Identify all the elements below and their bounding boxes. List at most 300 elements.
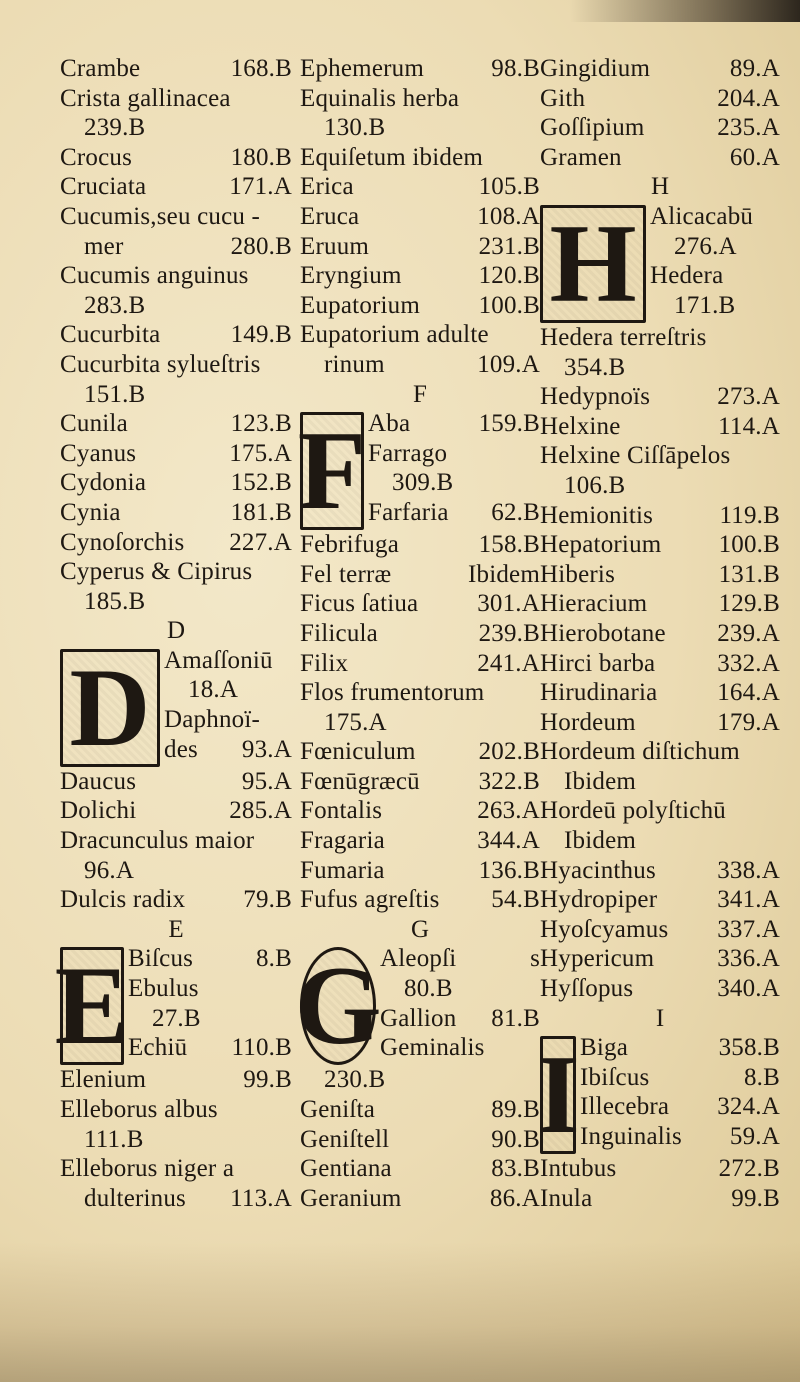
- entry-page-ref: 62.B: [491, 498, 540, 526]
- entry-term: Biga: [580, 1034, 629, 1062]
- entry-page-ref: 280.B: [230, 232, 292, 260]
- index-entry: [380, 1004, 540, 1034]
- entry-term: 354.B: [564, 353, 626, 381]
- index-entry: [368, 468, 540, 498]
- entry-term: Daucus: [60, 767, 137, 795]
- entry-page-ref: 8.B: [255, 945, 292, 973]
- entry-term: Hedera terreſtris: [540, 323, 707, 351]
- entry-term: Gramen: [540, 143, 622, 171]
- entry-list: [128, 944, 292, 1062]
- index-entry: [300, 678, 540, 708]
- entry-term: Erica: [300, 173, 354, 201]
- index-entry: [128, 1033, 292, 1063]
- entry-term: rinum: [324, 350, 385, 378]
- index-entry: [368, 409, 540, 439]
- entry-term: Ficus ſatiua: [300, 590, 419, 618]
- index-entry: [128, 974, 292, 1004]
- entry-term: Hedypnoïs: [540, 383, 651, 411]
- entry-term: Cydonia: [60, 469, 147, 497]
- section-heading-e: E: [168, 915, 184, 943]
- index-entry: [580, 1122, 780, 1152]
- index-entry: [60, 439, 292, 469]
- index-entry: [60, 1065, 292, 1095]
- entry-page-ref: 89.A: [729, 55, 780, 82]
- index-entry: [540, 471, 780, 501]
- entry-page-ref: 272.B: [718, 1155, 780, 1183]
- entry-term: 96.A: [84, 856, 135, 884]
- entry-term: Filix: [300, 649, 349, 677]
- index-entry: [540, 915, 780, 945]
- entry-term: Gentiana: [300, 1155, 392, 1183]
- section-heading-f: F: [413, 380, 427, 408]
- entry-term: Echiū: [128, 1034, 188, 1062]
- torn-edge-top: [570, 0, 800, 22]
- index-entry: [300, 202, 540, 232]
- section-heading-h: H: [650, 173, 670, 201]
- index-entry: [300, 649, 540, 679]
- index-entry: [164, 646, 292, 676]
- entry-page-ref: 123.B: [230, 410, 292, 438]
- entry-term: Daphnoï-: [164, 706, 261, 734]
- entry-page-ref: s: [530, 945, 540, 973]
- index-entry: [540, 353, 780, 383]
- index-entry: [540, 885, 780, 915]
- index-entry: [540, 1154, 780, 1184]
- entry-page-ref: 231.B: [478, 232, 540, 260]
- entry-term: Equinalis herba: [300, 84, 460, 112]
- entry-list: [540, 54, 780, 172]
- index-entry: [300, 796, 540, 826]
- entry-term: 230.B: [324, 1066, 386, 1094]
- entry-page-ref: 113.A: [230, 1184, 292, 1212]
- entry-list: [60, 54, 292, 616]
- index-entry: [540, 412, 780, 442]
- entry-term: dulterinus: [84, 1184, 186, 1212]
- index-entry: [300, 143, 540, 173]
- entry-page-ref: 95.A: [241, 767, 292, 795]
- index-entry: [60, 885, 292, 915]
- entry-term: 151.B: [84, 380, 146, 408]
- initial-block-e: [54, 944, 292, 1069]
- entry-page-ref: 273.A: [717, 383, 780, 411]
- entry-page-ref: 109.A: [477, 350, 540, 378]
- entry-page-ref: 90.B: [491, 1125, 540, 1153]
- index-entry: [300, 232, 540, 262]
- index-entry: [540, 589, 780, 619]
- index-entry: [60, 54, 292, 84]
- index-entry: [60, 261, 292, 291]
- entry-list: [650, 202, 780, 320]
- entry-term: Geniſta: [300, 1096, 375, 1124]
- index-entry: [300, 54, 540, 84]
- entry-term: Hyacinthus: [540, 856, 656, 884]
- index-entry: [650, 291, 780, 321]
- index-entry: [60, 113, 292, 143]
- index-entry: [300, 291, 540, 321]
- index-entry: [300, 560, 540, 590]
- entry-list: [300, 1065, 540, 1213]
- entry-term: Hemionitis: [540, 501, 654, 529]
- index-entry: [300, 1065, 540, 1095]
- entry-term: Cucumis,seu cucu -: [60, 202, 261, 230]
- index-entry: [540, 796, 780, 826]
- entry-page-ref: 105.B: [478, 173, 540, 201]
- entry-term: Elleborus albus: [60, 1096, 218, 1124]
- entry-page-ref: 110.B: [231, 1034, 292, 1062]
- index-entry: [540, 649, 780, 679]
- entry-page-ref: 239.A: [717, 619, 780, 647]
- entry-page-ref: 336.A: [717, 945, 780, 973]
- entry-page-ref: 159.B: [478, 410, 540, 438]
- entry-term: Ebulus: [128, 975, 199, 1003]
- index-entry: [540, 767, 780, 797]
- index-entry: [540, 974, 780, 1004]
- entry-page-ref: 179.A: [717, 708, 780, 736]
- entry-term: Hepatorium: [540, 531, 662, 559]
- entry-page-ref: 83.B: [491, 1155, 540, 1183]
- entry-term: Cucurbita: [60, 321, 161, 349]
- entry-page-ref: 119.B: [719, 501, 780, 529]
- index-entry: [300, 113, 540, 143]
- index-entry: [300, 172, 540, 202]
- index-entry: [60, 202, 292, 232]
- index-entry: [164, 705, 292, 735]
- entry-term: Fufus agreſtis: [300, 886, 440, 914]
- entry-term: Illecebra: [580, 1093, 670, 1121]
- index-entry: [540, 323, 780, 353]
- index-entry: [128, 1004, 292, 1034]
- entry-term: Equiſetum ibidem: [300, 143, 484, 171]
- entry-page-ref: 204.A: [717, 84, 780, 112]
- index-entry: [580, 1033, 780, 1063]
- entry-page-ref: 239.B: [478, 619, 540, 647]
- index-entry: [60, 143, 292, 173]
- index-entry: [300, 350, 540, 380]
- index-entry: [540, 84, 780, 114]
- entry-term: 18.A: [188, 676, 239, 704]
- index-entry: [368, 439, 540, 469]
- index-entry: [540, 737, 780, 767]
- entry-page-ref: 341.A: [717, 886, 780, 914]
- entry-page-ref: 99.B: [243, 1066, 292, 1094]
- entry-list: [580, 1033, 780, 1151]
- entry-term: Dracunculus maior: [60, 827, 255, 855]
- index-entry: [164, 675, 292, 705]
- entry-list: [300, 54, 540, 380]
- entry-page-ref: 136.B: [478, 856, 540, 884]
- index-entry: [300, 1125, 540, 1155]
- index-entry: [60, 409, 292, 439]
- index-entry: [300, 737, 540, 767]
- index-entry: [650, 261, 780, 291]
- entry-list: [300, 530, 540, 915]
- index-entry: [540, 143, 780, 173]
- entry-term: Dolichi: [60, 797, 137, 825]
- entry-page-ref: 152.B: [230, 469, 292, 497]
- entry-term: Crambe: [60, 55, 141, 82]
- decorated-initial-e: E: [54, 944, 130, 1069]
- index-column-3: [536, 54, 780, 1213]
- index-entry: [540, 382, 780, 412]
- entry-page-ref: 171.A: [229, 173, 292, 201]
- index-entry: [380, 1033, 540, 1063]
- index-entry: [60, 498, 292, 528]
- entry-term: Gallion: [380, 1004, 457, 1032]
- index-entry: [300, 856, 540, 886]
- entry-term: Filicula: [300, 619, 378, 647]
- index-entry: [60, 84, 292, 114]
- entry-page-ref: 99.B: [731, 1184, 780, 1212]
- entry-term: Farrago: [368, 439, 448, 467]
- index-entry: [540, 678, 780, 708]
- entry-term: Geminalis: [380, 1034, 485, 1062]
- initial-block-f: [297, 409, 540, 534]
- entry-page-ref: 241.A: [477, 649, 540, 677]
- entry-page-ref: 60.A: [729, 143, 780, 171]
- entry-term: Fragaria: [300, 827, 385, 855]
- entry-term: Eruum: [300, 232, 370, 260]
- index-entry: [60, 1095, 292, 1125]
- entry-term: Hordeum diſtichum: [540, 738, 740, 766]
- entry-term: 309.B: [392, 469, 454, 497]
- index-column-1: [54, 54, 292, 1213]
- entry-list: [60, 767, 292, 915]
- initial-block-d: [60, 645, 292, 770]
- entry-list: [540, 323, 780, 1004]
- entry-page-ref: 86.A: [489, 1184, 540, 1212]
- index-entry: [60, 767, 292, 797]
- entry-list: [60, 1065, 292, 1213]
- entry-term: 276.A: [674, 232, 737, 260]
- entry-term: Cucumis anguinus: [60, 262, 249, 290]
- entry-term: Ephemerum: [300, 55, 424, 82]
- initial-block-i: [536, 1033, 780, 1158]
- initial-block-g: [294, 944, 540, 1069]
- index-entry: [650, 202, 780, 232]
- entry-term: Crista gallinacea: [60, 84, 231, 112]
- entry-page-ref: 131.B: [718, 560, 780, 588]
- entry-term: 283.B: [84, 291, 146, 319]
- index-entry: [60, 528, 292, 558]
- index-entry: [540, 619, 780, 649]
- stained-bottom-edge: [0, 1242, 800, 1382]
- index-entry: [300, 619, 540, 649]
- entry-term: 27.B: [152, 1004, 201, 1032]
- entry-page-ref: 168.B: [230, 55, 292, 82]
- entry-term: Inula: [540, 1184, 593, 1212]
- entry-page-ref: 108.A: [477, 202, 540, 230]
- index-entry: [540, 826, 780, 856]
- entry-term: Ibidem: [564, 827, 637, 855]
- entry-page-ref: 324.A: [717, 1093, 780, 1121]
- entry-page-ref: 235.A: [717, 114, 780, 142]
- entry-term: Ibidem: [564, 767, 637, 795]
- index-entry: [300, 320, 540, 350]
- entry-term: Febrifuga: [300, 531, 399, 559]
- index-entry: [60, 380, 292, 410]
- entry-page-ref: 175.A: [229, 439, 292, 467]
- index-entry: [540, 944, 780, 974]
- index-entry: [60, 1154, 292, 1184]
- entry-term: 111.B: [84, 1125, 144, 1153]
- entry-term: Alicacabū: [650, 202, 754, 230]
- entry-term: Gingidium: [540, 55, 651, 82]
- index-entry: [540, 1184, 780, 1214]
- index-entry: [300, 1184, 540, 1214]
- entry-term: 171.B: [674, 291, 736, 319]
- index-entry: [540, 708, 780, 738]
- index-entry: [300, 530, 540, 560]
- entry-term: Hierobotane: [540, 619, 666, 647]
- entry-term: Hirudinaria: [540, 679, 658, 707]
- index-entry: [540, 54, 780, 84]
- index-entry: [300, 84, 540, 114]
- entry-page-ref: 332.A: [717, 649, 780, 677]
- entry-list: [368, 409, 540, 527]
- entry-term: 80.B: [404, 975, 453, 1003]
- index-entry: [650, 232, 780, 262]
- index-entry: [300, 589, 540, 619]
- entry-term: Eryngium: [300, 262, 402, 290]
- entry-page-ref: 344.A: [477, 827, 540, 855]
- decorated-initial-h: H: [540, 205, 646, 323]
- entry-page-ref: 81.B: [491, 1004, 540, 1032]
- entry-term: Cruciata: [60, 173, 147, 201]
- entry-page-ref: 181.B: [230, 498, 292, 526]
- entry-term: Eruca: [300, 202, 360, 230]
- entry-term: 239.B: [84, 114, 146, 142]
- entry-term: Hordeū polyſtichū: [540, 797, 727, 825]
- index-entry: [60, 796, 292, 826]
- entry-term: 106.B: [564, 471, 626, 499]
- index-entry: [300, 1095, 540, 1125]
- entry-term: Flos frumentorum: [300, 679, 485, 707]
- index-entry: [60, 320, 292, 350]
- entry-page-ref: 263.A: [477, 797, 540, 825]
- decorated-initial-i: I: [536, 1033, 580, 1158]
- entry-term: Helxine Ciſſāpelos: [540, 442, 731, 470]
- entry-term: Cyperus & Cipirus: [60, 558, 253, 586]
- index-entry: [300, 767, 540, 797]
- decorated-initial-g: G: [294, 944, 382, 1069]
- index-entry: [300, 826, 540, 856]
- entry-term: Hyſſopus: [540, 975, 634, 1003]
- entry-page-ref: 158.B: [478, 531, 540, 559]
- entry-term: Amaſſoniū: [164, 646, 273, 674]
- entry-page-ref: 358.B: [718, 1034, 780, 1062]
- entry-page-ref: 322.B: [478, 767, 540, 795]
- entry-term: Fœniculum: [300, 738, 416, 766]
- section-heading-i: I: [655, 1004, 665, 1032]
- entry-page-ref: 98.B: [491, 55, 540, 82]
- entry-term: Gith: [540, 84, 586, 112]
- entry-term: Eupatorium: [300, 291, 421, 319]
- entry-page-ref: 227.A: [229, 528, 292, 556]
- entry-term: Crocus: [60, 143, 133, 171]
- entry-term: Intubus: [540, 1155, 617, 1183]
- section-heading-g: G: [410, 915, 430, 943]
- index-entry: [540, 501, 780, 531]
- decorated-initial-d: D: [60, 649, 160, 767]
- index-entry: [164, 735, 292, 765]
- entry-term: Geniſtell: [300, 1125, 390, 1153]
- index-entry: [380, 944, 540, 974]
- entry-term: Geranium: [300, 1184, 402, 1212]
- entry-term: Inguinalis: [580, 1123, 682, 1150]
- entry-term: Fumaria: [300, 856, 385, 884]
- entry-term: Fontalis: [300, 797, 383, 825]
- entry-page-ref: 79.B: [243, 886, 292, 914]
- index-entry: [60, 587, 292, 617]
- entry-term: des: [164, 735, 198, 763]
- entry-term: 175.A: [324, 708, 387, 736]
- index-entry: [60, 291, 292, 321]
- entry-term: mer: [84, 232, 124, 260]
- entry-term: Hieracium: [540, 590, 648, 618]
- section-heading-d: D: [166, 617, 186, 645]
- index-entry: [60, 826, 292, 856]
- index-entry: [60, 468, 292, 498]
- entry-page-ref: 301.A: [477, 590, 540, 618]
- initial-block-h: [540, 201, 780, 326]
- entry-term: Cyanus: [60, 439, 137, 467]
- entry-page-ref: 100.B: [478, 291, 540, 319]
- index-entry: [368, 498, 540, 528]
- index-entry: [380, 974, 540, 1004]
- entry-page-ref: 164.A: [717, 679, 780, 707]
- entry-term: 185.B: [84, 587, 146, 615]
- entry-term: Fœnūgræcū: [300, 767, 420, 795]
- entry-term: Eupatorium adulte: [300, 321, 489, 349]
- entry-term: Hiberis: [540, 560, 615, 588]
- entry-term: Helxine: [540, 412, 621, 440]
- index-entry: [540, 113, 780, 143]
- entry-term: Cynoſorchis: [60, 528, 185, 556]
- entry-term: 130.B: [324, 114, 386, 142]
- index-entry: [60, 856, 292, 886]
- entry-page-ref: 285.A: [229, 797, 292, 825]
- entry-page-ref: 149.B: [230, 321, 292, 349]
- entry-term: Hydropiper: [540, 886, 658, 914]
- entry-term: Hypericum: [540, 945, 655, 973]
- index-entry: [300, 1154, 540, 1184]
- entry-term: Cucurbita sylueſtris: [60, 350, 261, 378]
- entry-term: Cunila: [60, 410, 128, 438]
- entry-page-ref: 202.B: [478, 738, 540, 766]
- entry-list: [540, 1154, 780, 1213]
- entry-page-ref: 180.B: [230, 143, 292, 171]
- entry-page-ref: 89.B: [491, 1096, 540, 1124]
- index-entry: [580, 1092, 780, 1122]
- entry-page-ref: 59.A: [729, 1123, 780, 1150]
- entry-term: Biſcus: [128, 945, 194, 973]
- entry-page-ref: 54.B: [491, 886, 540, 914]
- index-entry: [128, 944, 292, 974]
- index-entry: [300, 885, 540, 915]
- entry-term: Farfaria: [368, 498, 449, 526]
- entry-page-ref: 338.A: [717, 856, 780, 884]
- index-entry: [60, 1184, 292, 1214]
- entry-term: Cynia: [60, 498, 121, 526]
- index-entry: [60, 557, 292, 587]
- index-entry: [60, 350, 292, 380]
- entry-page-ref: 100.B: [718, 531, 780, 559]
- index-entry: [540, 530, 780, 560]
- entry-list: [380, 944, 540, 1062]
- entry-list: [164, 646, 292, 764]
- index-column-2: [294, 54, 540, 1213]
- entry-term: Dulcis radix: [60, 886, 186, 914]
